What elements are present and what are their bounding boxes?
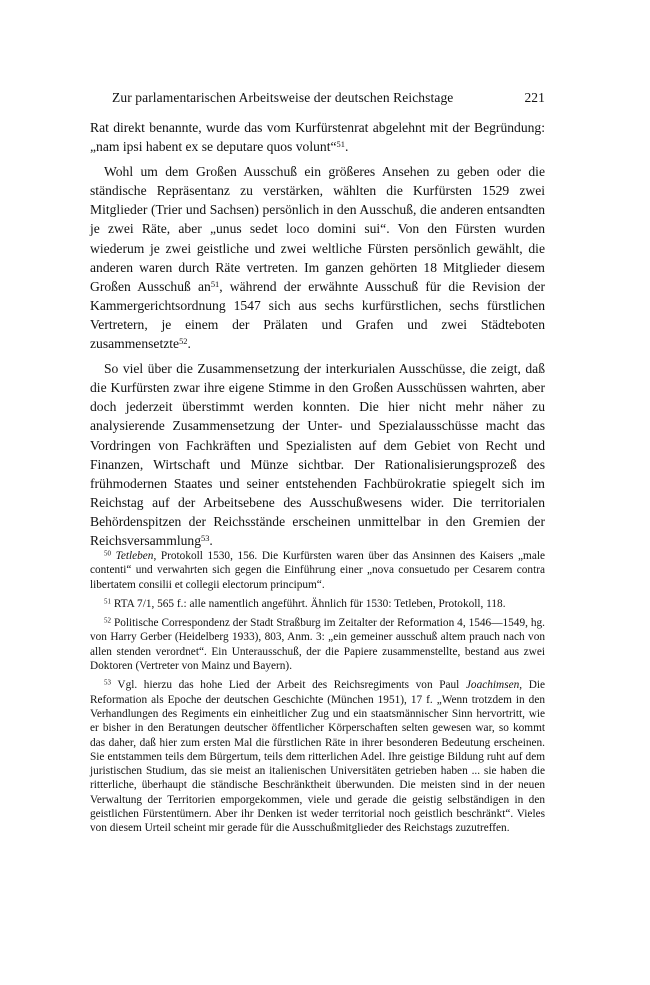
footnote-text: RTA 7/1, 565 f.: alle namentlich angeführt. Ähnlich für 1530: Tetleben, Protokoll, 118. bbox=[113, 597, 506, 610]
paragraph-2-text-a: Wohl um dem Großen Ausschuß ein größeres Ansehen zu geben oder die ständische Repräsentanz zu verstärken, wählten die Kurfürsten 1529 zwei Mitglieder (Trier und Sachsen) persönlich in den Ausschuß, die anderen entsandten je zwei Räte, aber „unus sedet loco domini sui“. Von den Fürsten wurden wiederum je zwei geistliche und zwei weltliche Fürsten persönlich gewählt, die anderen waren durch Räte vertreten. Im ganzen gehörten 18 Mitglieder diesem Großen Ausschuß an bbox=[90, 164, 545, 294]
footnote-author: Tetleben bbox=[115, 550, 154, 562]
footnote-52 bbox=[90, 616, 545, 673]
footnote-text: Politische Correspondenz der Stadt Straßburg im Zeitalter der Reformation 4, 1546—1549, hg. von Harry Gerber (Heidelberg 1933), 803, Anm. 3: „ein gemeiner ausschuß altem prauch nach von allen stenden verordnet“. Ein Unterausschuß, der die Papiere zusammenstellte, bestand aus zwei Doktoren (Vertreter von Mainz und Bayern). bbox=[90, 617, 545, 673]
page-number: 221 bbox=[524, 90, 545, 105]
paragraph-2-text-c: . bbox=[187, 336, 191, 352]
paragraph-1 bbox=[90, 118, 545, 156]
footnote-lead: Vgl. hierzu das hohe Lied der Arbeit des Reichsregiments von Paul bbox=[117, 679, 466, 692]
running-header bbox=[90, 90, 545, 112]
paragraph-3-text-b: . bbox=[209, 532, 213, 548]
footnote-51 bbox=[90, 597, 545, 611]
main-text bbox=[90, 118, 545, 556]
paragraph-3 bbox=[90, 359, 545, 550]
running-title: Zur parlamentarischen Arbeitsweise der deutschen Reichstage bbox=[112, 90, 454, 105]
footnote-ref-53: 53 bbox=[201, 532, 210, 543]
footnote-text: , Protokoll 1530, 156. Die Kurfürsten waren über das Ansinnen des Kaisers „male contenti“ und verwahrten sich gegen die Einführung einer „nova consuetudo per Cesarem contra libertatem consilii et collegii electorum principum“. bbox=[90, 550, 545, 591]
footnote-number: 53 bbox=[104, 678, 111, 687]
footnote-53 bbox=[90, 678, 545, 835]
footnotes bbox=[90, 549, 545, 841]
paragraph-3-text-a: So viel über die Zusammensetzung der interkurialen Ausschüsse, die zeigt, daß die Kurfürsten zwar ihre eigene Stimme in den Großen Ausschüssen wahrten, aber doch jederzeit überstimmt werden konnten. Die hier nicht mehr näher zu analysierende Zusammensetzung der Unter- und Spezialausschüsse macht das Vordringen von Fachkräften und Spezialisten auf dem Gebiet von Recht und Finanzen, Wirtschaft und Münze sichtbar. Der Rationalisierungsprozeß des frühmodernen Staates und seiner entstehenden Fachbürokratie spiegelt sich im Reichstag auf der Arbeitsebene des Ausschußwesens wider. Die territorialen Behördenspitzen der Reichsstände erscheinen unmittelbar in den Gremien der Reichsversammlung bbox=[90, 361, 545, 548]
footnote-ref-51: 51 bbox=[336, 138, 345, 149]
paragraph-1-text-b: . bbox=[344, 139, 349, 155]
paragraph-1-text-a: Rat direkt benannte, wurde das vom Kurfürstenrat abgelehnt mit der Begründung: „nam ipsi habent ex se deputare quos volunt“ bbox=[90, 120, 545, 155]
footnote-author: Joachimsen bbox=[465, 679, 520, 692]
footnote-number: 50 bbox=[104, 549, 111, 558]
paragraph-2-text-b: , während der erwähnte Ausschuß für die Revision der Kammergerichtsordnung 1547 sich aus sechs kurfürstlichen, sechs fürstlichen Vertretern, je einem der Prälaten und Grafen und zwei Städteboten zusammensetzte bbox=[90, 278, 545, 352]
footnote-ref-51b: 51 bbox=[210, 278, 220, 289]
footnote-50 bbox=[90, 549, 545, 592]
paragraph-2 bbox=[90, 162, 545, 353]
footnote-number: 51 bbox=[104, 597, 111, 606]
footnote-ref-52: 52 bbox=[179, 335, 188, 346]
footnote-text: , Die Reformation als Epoche der deutschen Geschichte (München 1951), 17 f. „Wenn trotzdem in den Verhandlungen des Regiments ein einheitlicher Zug und ein staatsmännischer Sinn hervortritt, wie er bisher in den Beratungen deutscher öffentlicher Körperschaften selten gewesen war, so kommt das daher, daß hier zum ersten Mal die fürstlichen Räte in ihrer besonderen Bedeutung erscheinen. Sie entstammen teils dem Bürgertum, teils dem ritterlichen Adel. Ihre geistige Bildung ruht auf dem juristischen Studium, das sie meist an italienischen Universitäten getrieben haben ... sie haben die ritterliche, überhaupt die ständische Beschränktheit überwunden. Die meisten sind in der neuen Verwaltung der Territorien emporgekommen, viele und gerade die geistig selbständigen in den geistlichen Fürstentümern. Aber ihr Denken ist weder territorial noch geistlich beschränkt“. Vieles von diesem Urteil scheint mir gerade für die Ausschußmitglieder des Reichstags zuzutreffen. bbox=[90, 679, 546, 835]
footnote-number: 52 bbox=[104, 616, 111, 625]
